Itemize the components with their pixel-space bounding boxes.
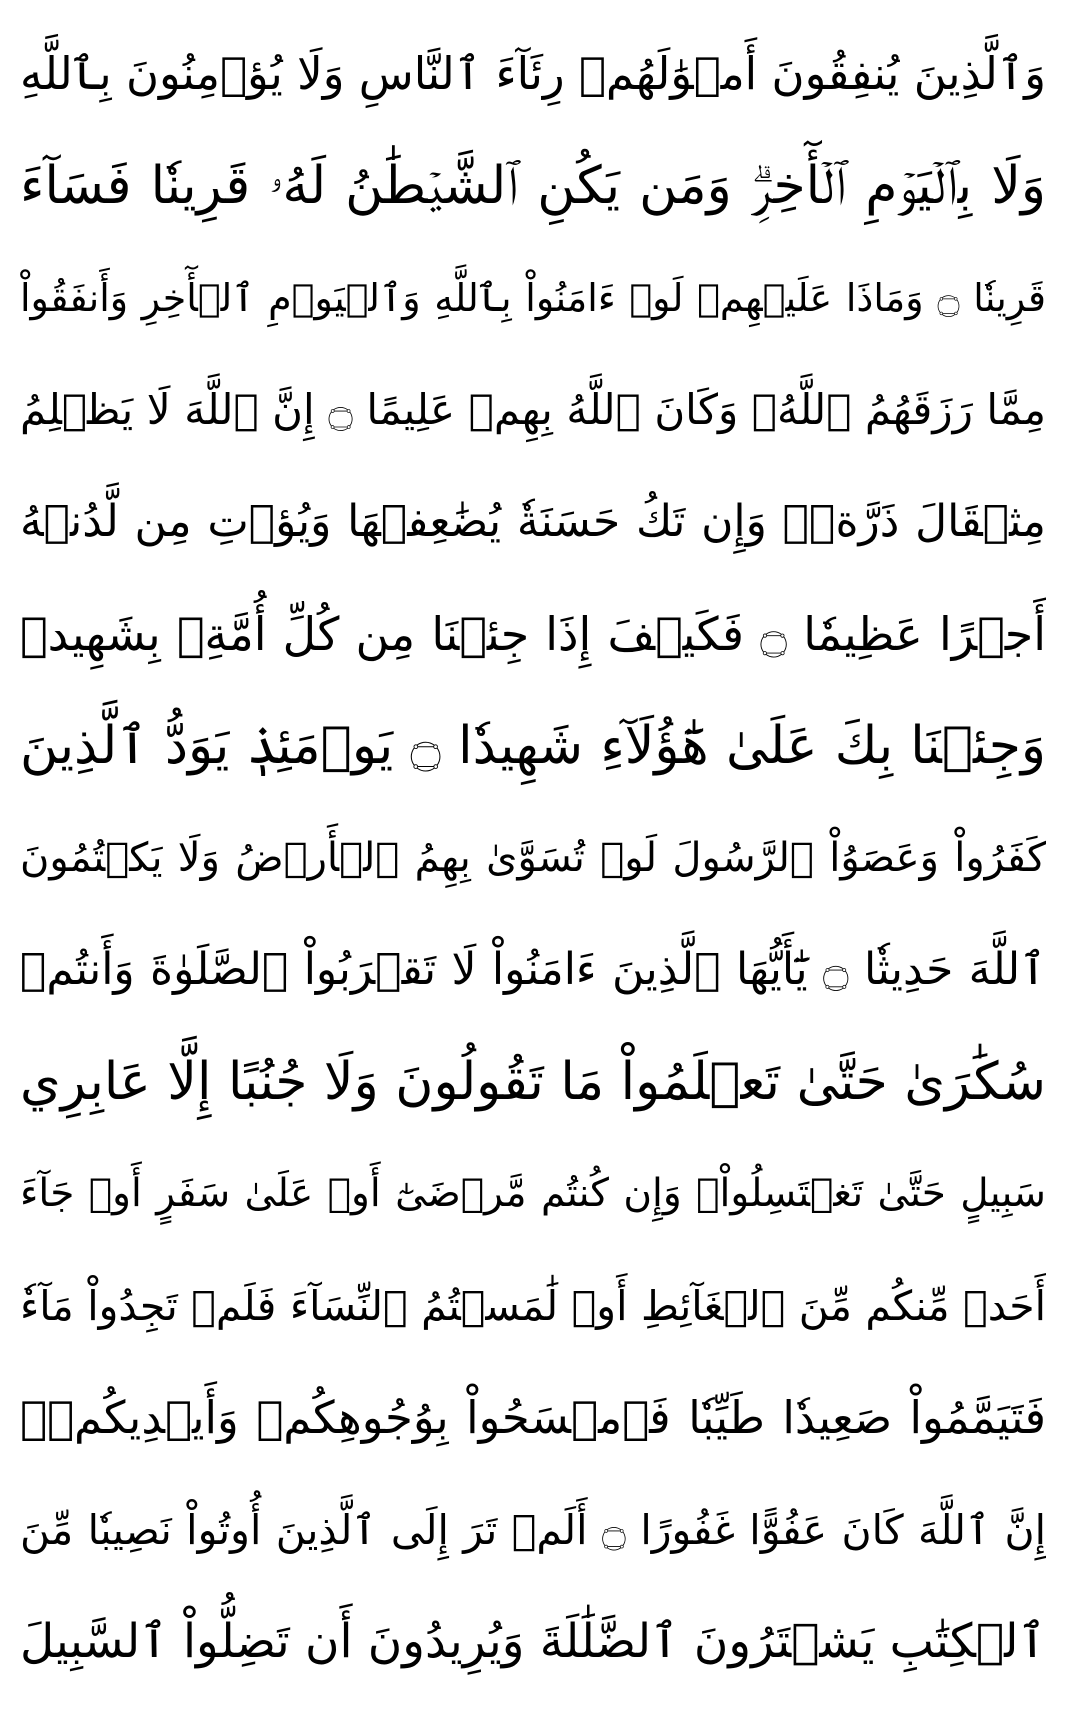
verse-line-5: مِثۡقَالَ ذَرَّةٖۖ وَإِن تَكُ حَسَنَةٗ يُضَٰعِفۡهَا وَيُؤۡتِ مِن لَّدُنۡهُ [20, 496, 1046, 547]
verse-line-6: أَجۡرًا عَظِيمٗا ۝ فَكَيۡفَ إِذَا جِئۡنَا مِن كُلِّ أُمَّةِۭ بِشَهِيدٖ [20, 607, 1046, 661]
verse-line-4: مِمَّا رَزَقَهُمُ ٱللَّهُۚ وَكَانَ ٱللَّهُ بِهِمۡ عَلِيمًا ۝ إِنَّ ٱللَّهَ لَا يَظۡلِمُ [20, 385, 1046, 434]
verse-line-7: وَجِئۡنَا بِكَ عَلَىٰ هَٰٓؤُلَآءِ شَهِيدٗا ۝ يَوۡمَئِذٖ يَوَدُّ ٱلَّذِينَ [20, 716, 1046, 776]
verse-line-13: فَتَيَمَّمُواْ صَعِيدٗا طَيِّبٗا فَٱمۡسَحُواْ بِوُجُوهِكُمۡ وَأَيۡدِيكُمۡۗ [20, 1391, 1046, 1444]
verse-line-14: إِنَّ ٱللَّهَ كَانَ عَفُوًّا غَفُورًا ۝ أَلَمۡ تَرَ إِلَى ٱلَّذِينَ أُوتُواْ نَصِيبٗا مِّنَ [20, 1506, 1046, 1554]
verse-line-8: كَفَرُواْ وَعَصَوُاْ ٱلرَّسُولَ لَوۡ تُسَوَّىٰ بِهِمُ ٱلۡأَرۡضُ وَلَا يَكۡتُمُونَ [20, 835, 1046, 881]
verse-line-11: سَبِيلٍ حَتَّىٰ تَغۡتَسِلُواْۚ وَإِن كُنتُم مَّرۡضَىٰٓ أَوۡ عَلَىٰ سَفَرٍ أَوۡ جَآءَ [20, 1171, 1046, 1216]
verse-line-2: وَلَا بِٱلۡيَوۡمِ ٱلۡأٓخِرِۗ وَمَن يَكُنِ ٱلشَّيۡطَٰنُ لَهُۥ قَرِينٗا فَسَآءَ [20, 156, 1046, 216]
verse-line-15: ٱلۡكِتَٰبِ يَشۡتَرُونَ ٱلضَّلَٰلَةَ وَيُرِيدُونَ أَن تَضِلُّواْ ٱلسَّبِيلَ [20, 1614, 1046, 1669]
verse-line-1: وَٱلَّذِينَ يُنفِقُونَ أَمۡوَٰلَهُمۡ رِئَآءَ ٱلنَّاسِ وَلَا يُؤۡمِنُونَ بِٱللَّهِ [20, 47, 1046, 100]
verse-line-12: أَحَدٞ مِّنكُم مِّنَ ٱلۡغَآئِطِ أَوۡ لَٰمَسۡتُمُ ٱلنِّسَآءَ فَلَمۡ تَجِدُواْ مَآءٗ [20, 1282, 1046, 1330]
verse-line-3: قَرِينٗا ۝ وَمَاذَا عَلَيۡهِمۡ لَوۡ ءَامَنُواْ بِٱللَّهِ وَٱلۡيَوۡمِ ٱلۡأٓخِرِ وَأَنفَقُواْ [20, 276, 1046, 320]
verse-lines [20, 0, 1046, 1715]
verse-line-10: سُكَٰرَىٰ حَتَّىٰ تَعۡلَمُواْ مَا تَقُولُونَ وَلَا جُنُبًا إِلَّا عَابِرِي [20, 1052, 1046, 1112]
verse-line-9: ٱللَّهَ حَدِيثٗا ۝ يَٰٓأَيُّهَا ٱلَّذِينَ ءَامَنُواْ لَا تَقۡرَبُواْ ٱلصَّلَوٰةَ وَأَنتُمۡ [20, 944, 1046, 995]
